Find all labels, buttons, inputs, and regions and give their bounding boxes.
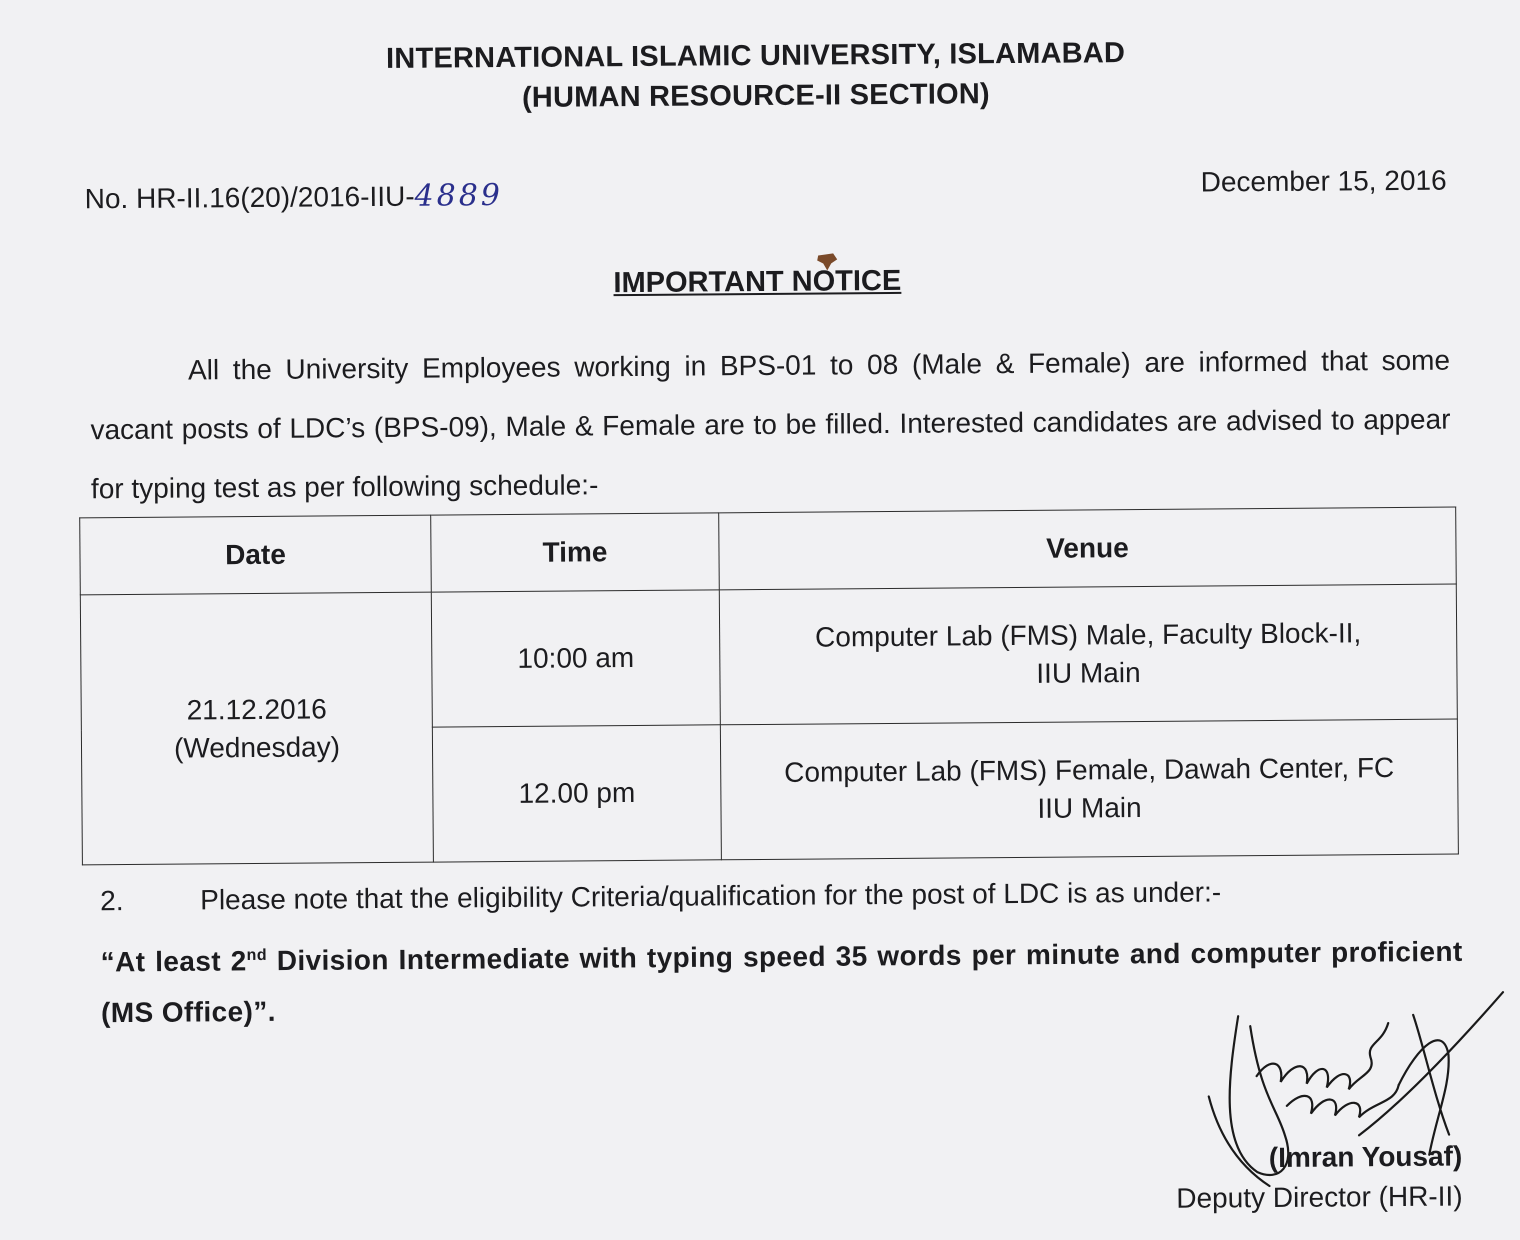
eligibility-text-start: “At least 2 (100, 945, 247, 978)
point-number: 2. (100, 885, 124, 917)
notice-title: IMPORTANT NOTICE (613, 264, 902, 300)
body-paragraph: All the University Employees working in BPS-01 to 08 (Male & Female) are informed that some vacant posts of LDC’s (BPS-09), Male & Female are to be filled. Interested candidates are advised to appear for typing test as per following schedule:- (90, 344, 1451, 505)
university-name: INTERNATIONAL ISLAMIC UNIVERSITY, ISLAMABAD (385, 37, 1126, 75)
schedule-day: (Wednesday) (173, 730, 341, 764)
reference-number (85, 178, 504, 216)
eligibility-text-end: Division Intermediate with typing speed 35 words per minute and computer proficient (MS Office)”. (100, 935, 1463, 1029)
header-date: Date (80, 515, 432, 595)
notice-date: December 15, 2016 (1200, 164, 1447, 198)
schedule-time: 10:00 am (431, 590, 720, 727)
point-2 (100, 876, 1221, 917)
venue-line: Computer Lab (FMS) Male, Faculty Block-II, (814, 617, 1362, 653)
reference-handwritten-number: 4889 (414, 178, 504, 214)
header-venue: Venue (719, 507, 1457, 590)
table-header-row (80, 507, 1457, 595)
reference-printed: No. HR-II.16(20)/2016-IIU- (84, 180, 415, 215)
schedule-time: 12.00 pm (432, 725, 721, 862)
signatory-name: (Imran Yousaf) (1268, 1140, 1463, 1174)
signatory-title: Deputy Director (HR-II) (1176, 1180, 1463, 1214)
schedule-venue (720, 719, 1458, 860)
schedule-date: 21.12.2016 (186, 692, 327, 726)
eligibility-superscript: nd (246, 946, 268, 965)
venue-line: IIU Main (1037, 792, 1142, 824)
section-name: (HUMAN RESOURCE-II SECTION) (521, 78, 990, 114)
schedule-venue (719, 584, 1457, 725)
header-time: Time (431, 513, 720, 592)
point-text: Please note that the eligibility Criteria/qualification for the post of LDC is as under:- (200, 876, 1222, 916)
venue-line: IIU Main (1036, 657, 1141, 689)
table-row (80, 584, 1457, 730)
schedule-date-cell (80, 592, 433, 865)
venue-line: Computer Lab (FMS) Female, Dawah Center, FC (784, 752, 1395, 788)
schedule-table (79, 507, 1459, 866)
